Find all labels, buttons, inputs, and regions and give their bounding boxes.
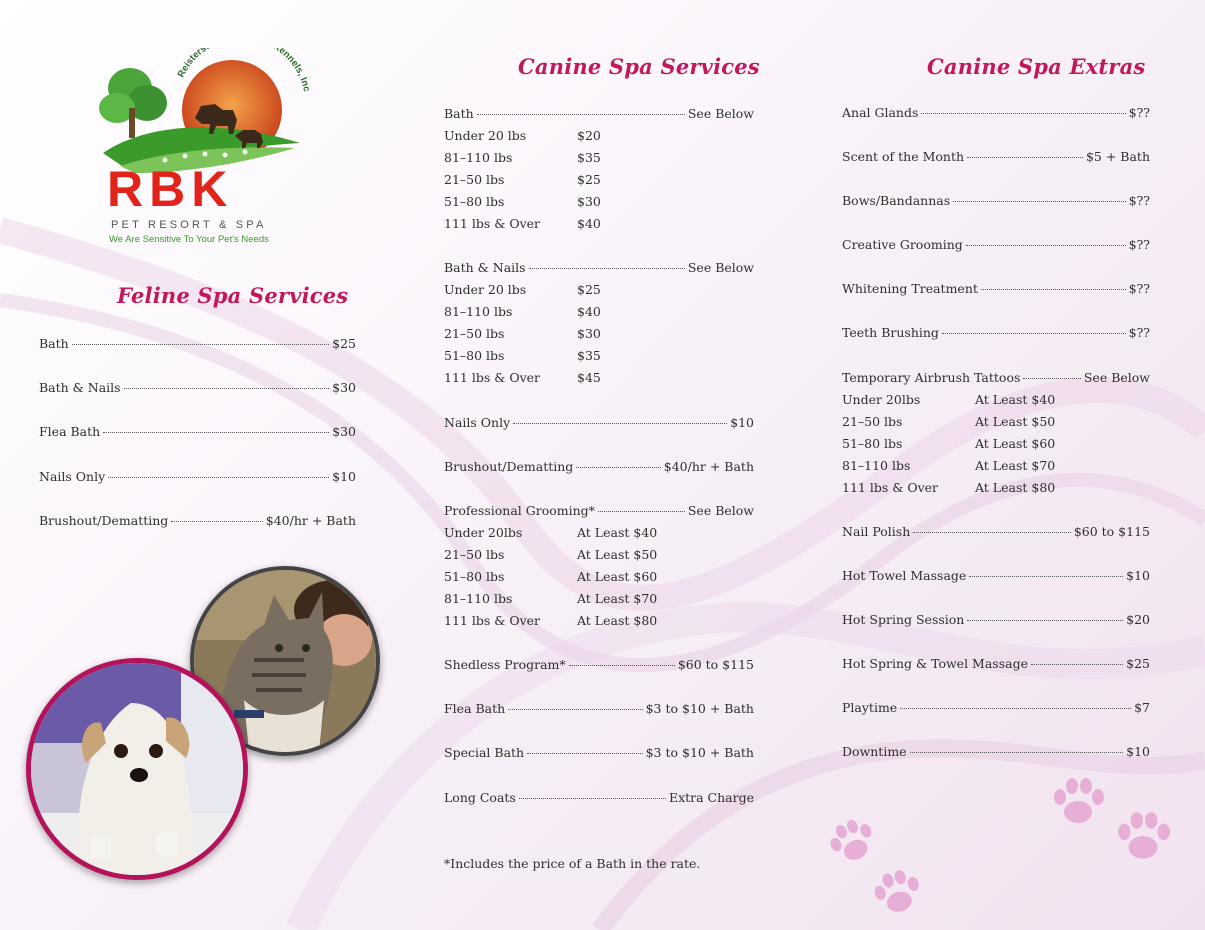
extra-service-price: $5 + Bath [1085, 149, 1150, 164]
dot-leader [966, 245, 1126, 246]
price-label: At Least $60 [975, 436, 1056, 451]
price-label: At Least $40 [577, 525, 658, 540]
dot-leader [921, 113, 1125, 114]
paw-print-icon [870, 866, 924, 920]
canine-bath-nails-row [444, 348, 601, 363]
extra-service [842, 700, 1150, 715]
feline-service-price: $10 [332, 469, 356, 484]
extra-service [842, 281, 1150, 296]
weight-label: 81–110 lbs [444, 150, 513, 165]
dot-leader [508, 709, 642, 710]
dot-leader [513, 423, 727, 424]
canine-bath-label: Bath [444, 106, 474, 121]
logo-graphic [95, 48, 315, 248]
canine-bath-nails-price: See Below [687, 260, 754, 275]
price-label: $35 [577, 348, 601, 363]
dot-leader [171, 521, 262, 522]
canine-bath [444, 106, 754, 121]
canine-special-bath-label: Special Bath [444, 745, 525, 760]
canine-brushout [444, 459, 754, 474]
extra-service-label: Whitening Treatment [842, 281, 978, 296]
canine-shedless-price: $60 to $115 [677, 657, 754, 672]
extra-service [842, 656, 1150, 671]
dot-leader [1031, 664, 1123, 665]
canine-professional-row [444, 547, 657, 562]
canine-brushout-price: $40/hr + Bath [663, 459, 754, 474]
dot-leader [527, 753, 642, 754]
price-label: $40 [577, 216, 601, 231]
extra-service-label: Nail Polish [842, 524, 911, 539]
feline-service-label: Flea Bath [39, 424, 101, 439]
canine-bath-nails-row [444, 326, 601, 341]
price-label: $35 [577, 150, 601, 165]
weight-label: 51–80 lbs [444, 348, 505, 363]
canine-professional-row [444, 591, 657, 606]
weight-label: 21–50 lbs [444, 326, 505, 341]
dot-leader [103, 432, 329, 433]
canine-long-coats [444, 790, 754, 805]
logo-tagline: We Are Sensitive To Your Pet's Needs [109, 234, 269, 245]
dot-leader [124, 388, 330, 389]
extra-service [842, 237, 1150, 252]
rbk-logo [95, 48, 315, 248]
feline-title: Feline Spa Services [117, 283, 349, 308]
feline-service [39, 513, 356, 528]
dot-leader [942, 333, 1126, 334]
extra-service-price: $10 [1126, 744, 1150, 759]
extra-service-price: $20 [1126, 612, 1150, 627]
extra-service-label: Hot Spring & Towel Massage [842, 656, 1028, 671]
extra-service-price: $60 to $115 [1073, 524, 1150, 539]
canine-flea-bath-label: Flea Bath [444, 701, 506, 716]
extra-service-label: Bows/Bandannas [842, 193, 951, 208]
weight-label: 111 lbs & Over [444, 370, 541, 385]
dot-leader [598, 511, 685, 512]
weight-label: 81–110 lbs [842, 458, 911, 473]
extra-service-price: $?? [1128, 325, 1150, 340]
feline-service-price: $30 [332, 380, 356, 395]
logo-subtitle: PET RESORT & SPA [111, 219, 267, 231]
canine-bath-nails-row [444, 282, 601, 297]
extra-tattoos-label: Temporary Airbrush Tattoos [842, 370, 1021, 385]
canine-shedless-label: Shedless Program* [444, 657, 566, 672]
tree-icon [99, 68, 167, 138]
extra-service-label: Playtime [842, 700, 898, 715]
canine-nails-only-price: $10 [730, 415, 754, 430]
price-label: $25 [577, 282, 601, 297]
dog-photo [26, 658, 248, 880]
canine-shedless [444, 657, 754, 672]
paw-print-icon [1112, 806, 1174, 868]
extra-service-label: Teeth Brushing [842, 325, 939, 340]
extra-service-price: $7 [1134, 700, 1150, 715]
canine-bath-row [444, 150, 601, 165]
price-label: At Least $80 [975, 480, 1056, 495]
feline-service-label: Bath & Nails [39, 380, 121, 395]
dot-leader [529, 268, 685, 269]
extra-service-price: $10 [1126, 568, 1150, 583]
canine-title: Canine Spa Services [518, 54, 760, 79]
canine-bath-row [444, 194, 601, 209]
feline-service [39, 424, 356, 439]
canine-long-coats-price: Extra Charge [668, 790, 754, 805]
price-label: At Least $60 [577, 569, 658, 584]
weight-label: 21–50 lbs [444, 547, 505, 562]
weight-label: 111 lbs & Over [444, 216, 541, 231]
extra-service-label: Downtime [842, 744, 907, 759]
extra-tattoos-row [842, 458, 1055, 473]
dot-leader [108, 477, 329, 478]
extra-service-label: Hot Towel Massage [842, 568, 967, 583]
canine-flea-bath-price: $3 to $10 + Bath [645, 701, 754, 716]
feline-service [39, 469, 356, 484]
price-label: At Least $40 [975, 392, 1056, 407]
price-label: $30 [577, 194, 601, 209]
canine-professional-row [444, 569, 657, 584]
weight-label: Under 20 lbs [444, 128, 527, 143]
canine-professional-row [444, 525, 657, 540]
extra-tattoos-row [842, 414, 1055, 429]
extra-service-price: $?? [1128, 105, 1150, 120]
dot-leader [569, 665, 675, 666]
canine-bath-nails-row [444, 304, 601, 319]
feline-service-label: Brushout/Dematting [39, 513, 169, 528]
logo-wordmark: RBK [107, 161, 234, 217]
dot-leader [967, 620, 1123, 621]
feline-service-label: Bath [39, 336, 69, 351]
price-label: At Least $50 [975, 414, 1056, 429]
extra-service-price: $?? [1128, 237, 1150, 252]
canine-bath-price: See Below [687, 106, 754, 121]
price-label: $20 [577, 128, 601, 143]
canine-professional-grooming [444, 503, 754, 518]
extra-tattoos [842, 370, 1150, 385]
dot-leader [967, 157, 1083, 158]
dot-leader [519, 798, 666, 799]
canine-flea-bath [444, 701, 754, 716]
canine-bath-nails-row [444, 370, 601, 385]
extra-service [842, 744, 1150, 759]
extra-service [842, 193, 1150, 208]
canine-footnote: *Includes the price of a Bath in the rate. [444, 856, 701, 871]
canine-bath-nails-label: Bath & Nails [444, 260, 526, 275]
extras-title: Canine Spa Extras [927, 54, 1146, 79]
extra-tattoos-row [842, 392, 1055, 407]
dot-leader [981, 289, 1126, 290]
extra-service [842, 105, 1150, 120]
price-label: $40 [577, 304, 601, 319]
canine-special-bath [444, 745, 754, 760]
canine-professional-row [444, 613, 657, 628]
canine-bath-row [444, 128, 601, 143]
logo-arc-text: Reisters ennels, Inc [175, 48, 313, 93]
extra-service [842, 325, 1150, 340]
weight-label: 81–110 lbs [444, 304, 513, 319]
extra-service-label: Hot Spring Session [842, 612, 965, 627]
dot-leader [969, 576, 1123, 577]
extra-service-price: $25 [1126, 656, 1150, 671]
extra-service-price: $?? [1128, 281, 1150, 296]
price-label: At Least $70 [975, 458, 1056, 473]
feline-service-price: $30 [332, 424, 356, 439]
price-label: At Least $70 [577, 591, 658, 606]
weight-label: 21–50 lbs [842, 414, 903, 429]
weight-label: Under 20lbs [842, 392, 921, 407]
price-label: $45 [577, 370, 601, 385]
dot-leader [953, 201, 1125, 202]
price-label: At Least $80 [577, 613, 658, 628]
weight-label: 51–80 lbs [444, 194, 505, 209]
weight-label: 51–80 lbs [444, 569, 505, 584]
feline-service [39, 380, 356, 395]
feline-service-label: Nails Only [39, 469, 106, 484]
dot-leader [1023, 378, 1080, 379]
dot-leader [900, 708, 1131, 709]
extra-service [842, 568, 1150, 583]
price-label: $30 [577, 326, 601, 341]
weight-label: 81–110 lbs [444, 591, 513, 606]
weight-label: 21–50 lbs [444, 172, 505, 187]
extra-tattoos-row [842, 436, 1055, 451]
weight-label: Under 20 lbs [444, 282, 527, 297]
dot-leader [910, 752, 1124, 753]
extra-service [842, 524, 1150, 539]
canine-long-coats-label: Long Coats [444, 790, 516, 805]
price-label: $25 [577, 172, 601, 187]
extra-tattoos-price: See Below [1083, 370, 1150, 385]
dot-leader [72, 344, 329, 345]
canine-nails-only [444, 415, 754, 430]
feline-service-price: $40/hr + Bath [265, 513, 356, 528]
canine-special-bath-price: $3 to $10 + Bath [645, 745, 754, 760]
feline-service [39, 336, 356, 351]
weight-label: Under 20lbs [444, 525, 523, 540]
canine-bath-nails [444, 260, 754, 275]
paw-print-icon [1048, 772, 1108, 832]
canine-bath-row [444, 172, 601, 187]
dot-leader [913, 532, 1071, 533]
extra-service-label: Scent of the Month [842, 149, 965, 164]
weight-label: 51–80 lbs [842, 436, 903, 451]
weight-label: 111 lbs & Over [444, 613, 541, 628]
canine-professional-grooming-price: See Below [687, 503, 754, 518]
feline-service-price: $25 [332, 336, 356, 351]
extra-tattoos-row [842, 480, 1055, 495]
dot-leader [477, 114, 685, 115]
canine-brushout-label: Brushout/Dematting [444, 459, 574, 474]
canine-bath-row [444, 216, 601, 231]
extra-service-label: Creative Grooming [842, 237, 963, 252]
canine-professional-grooming-label: Professional Grooming* [444, 503, 595, 518]
extra-service-label: Anal Glands [842, 105, 919, 120]
extra-service [842, 612, 1150, 627]
canine-nails-only-label: Nails Only [444, 415, 511, 430]
weight-label: 111 lbs & Over [842, 480, 939, 495]
price-label: At Least $50 [577, 547, 658, 562]
extra-service [842, 149, 1150, 164]
dot-leader [576, 467, 660, 468]
extra-service-price: $?? [1128, 193, 1150, 208]
paw-print-icon [826, 816, 878, 868]
